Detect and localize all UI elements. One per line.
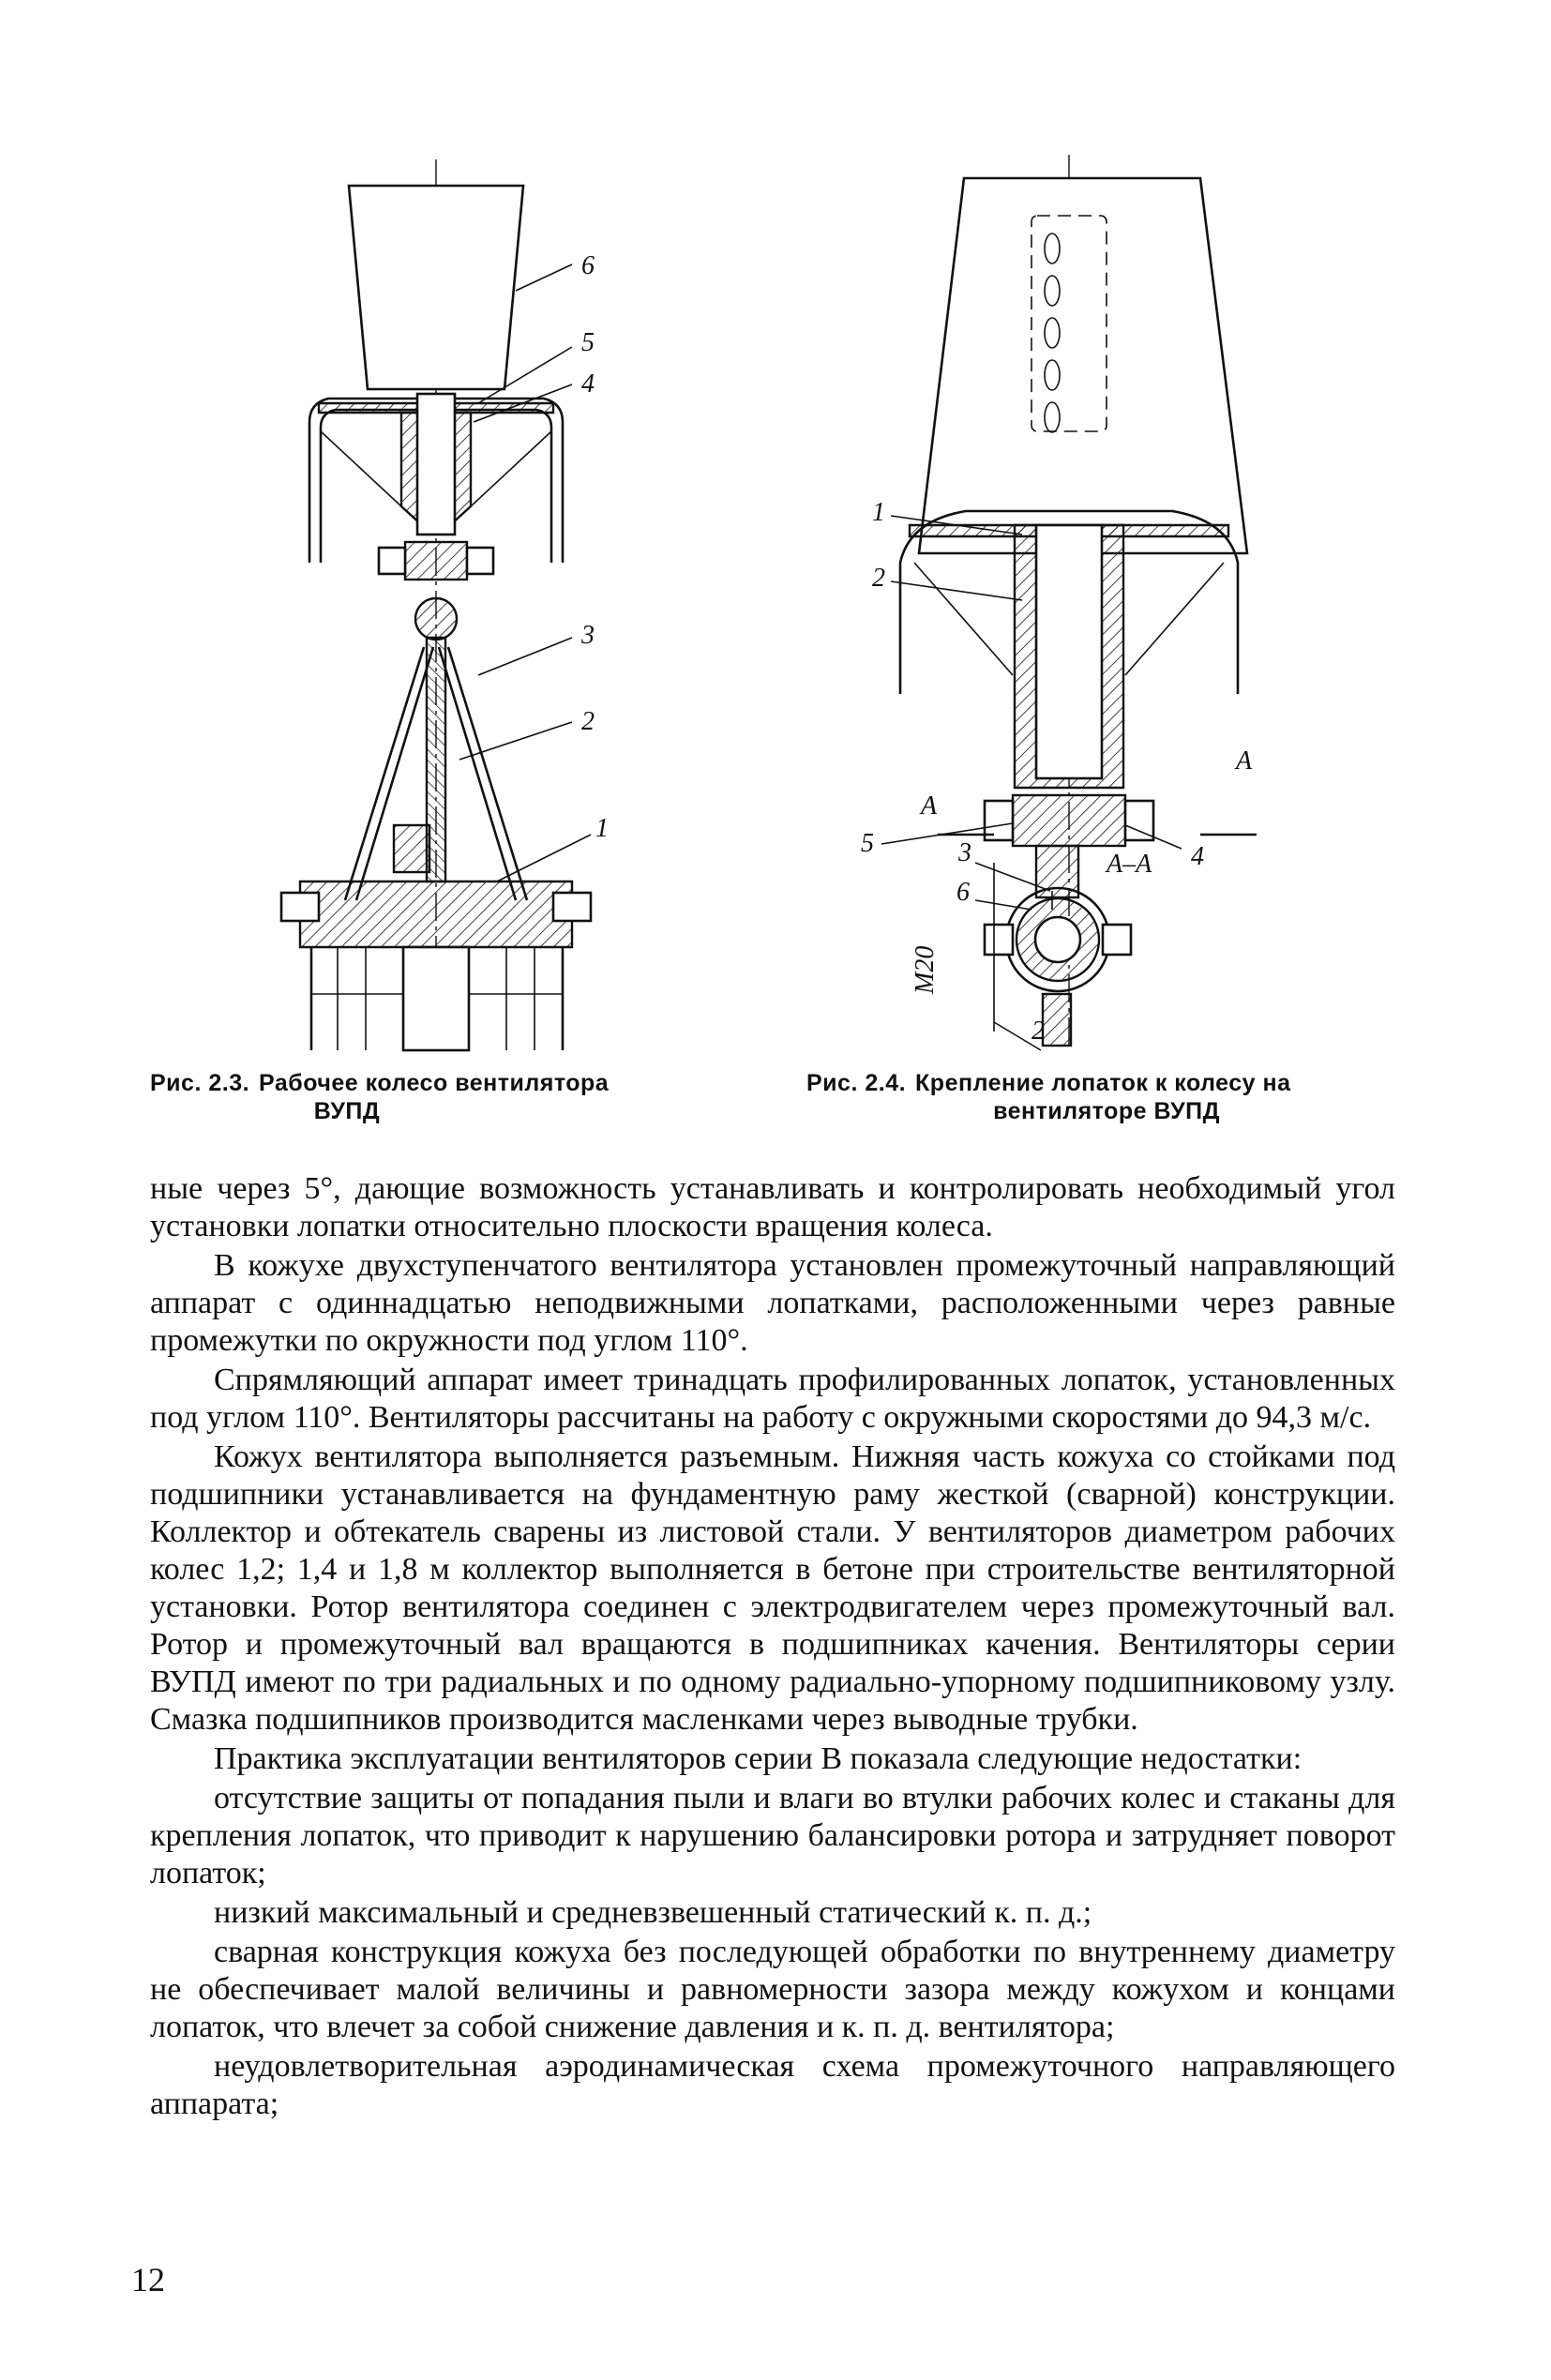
label-m20: M20 bbox=[911, 945, 940, 994]
label-4: 4 bbox=[1191, 842, 1204, 871]
paragraph: В кожухе двухступенчатого вентилятора установлен промежуточный направляющий аппарат с одиннадцатью неподвижными лопатками, расположенными через равные промежутки по окружности под углом 110°. bbox=[150, 1248, 1395, 1358]
label-2-dim: 2 bbox=[1031, 1017, 1045, 1046]
caption-label: Рис. 2.3. bbox=[150, 1070, 250, 1096]
caption-text-line1: Рабочее колесо вентилятора bbox=[259, 1070, 610, 1096]
paragraph: Кожух вентилятора выполняется разъемным. Нижняя часть кожуха со стойками под подшипники устанавливается на фундаментную раму жесткой (сварной) конструкции. Коллектор и обтекатель сварены из листовой стали. У вентиляторов диаметром рабочих колес 1,2; 1,4 и 1,8 м коллектор выполняется в бетоне при строительстве вентиляторной установки. Ротор вентилятора соединен с электродвигателем через промежуточный вал. Ротор и промежуточный вал вращаются в подшипниках качения. Вентиляторы серии ВУПД имеют по три радиальных и по одному радиально-упорному подшипниковому узлу. Смазка подшипников производится масленками через выводные трубки. bbox=[150, 1439, 1395, 1737]
label-5: 5 bbox=[861, 829, 874, 858]
label-1: 1 bbox=[595, 814, 609, 843]
caption-text-line2: вентиляторе ВУПД bbox=[993, 1098, 1220, 1124]
paragraph: отсутствие защиты от попадания пыли и влаги во втулки рабочих колес и стаканы для крепления лопаток, что приводит к нарушению балансировки ротора и затрудняет поворот лопаток; bbox=[150, 1781, 1395, 1890]
label-5: 5 bbox=[581, 328, 595, 357]
figure-impeller bbox=[263, 150, 610, 1050]
label-3: 3 bbox=[958, 838, 971, 867]
label-3: 3 bbox=[581, 621, 595, 650]
paragraph: ные через 5°, дающие возможность устанавливать и контролировать необходимый угол установки лопатки относительно плоскости вращения колеса. bbox=[150, 1171, 1395, 1243]
label-6: 6 bbox=[581, 251, 595, 280]
blade-mount-drawing bbox=[844, 150, 1294, 1050]
caption-text-line2: ВУПД bbox=[313, 1098, 381, 1124]
paragraph: Спрямляющий аппарат имеет тринадцать профилированных лопаток, установленных под углом 110°. Вентиляторы рассчитаны на работу с окружными скоростями до 94,3 м/с. bbox=[150, 1363, 1395, 1435]
label-section-aa: A–A bbox=[1107, 850, 1152, 879]
label-2: 2 bbox=[581, 707, 595, 736]
paragraph: неудовлетворительная аэродинамическая схема промежуточного направляющего аппарата; bbox=[150, 2049, 1395, 2121]
label-6: 6 bbox=[956, 878, 970, 907]
label-2: 2 bbox=[872, 564, 885, 593]
label-a-left: A bbox=[921, 791, 938, 821]
label-4: 4 bbox=[581, 369, 595, 399]
page-number: 12 bbox=[131, 2261, 165, 2298]
impeller-drawing bbox=[263, 150, 610, 1050]
caption-label: Рис. 2.4. bbox=[806, 1070, 907, 1096]
caption-fig-2-4 bbox=[806, 1069, 1407, 1125]
body-text bbox=[150, 1170, 1395, 2125]
figure-blade-mount bbox=[844, 150, 1294, 1050]
label-a-right: A bbox=[1236, 746, 1253, 776]
caption-fig-2-3 bbox=[150, 1069, 769, 1125]
label-1: 1 bbox=[872, 498, 885, 527]
caption-text-line1: Крепление лопаток к колесу на bbox=[915, 1070, 1291, 1096]
paragraph: низкий максимальный и средневзвешенный статический к. п. д.; bbox=[214, 1895, 1092, 1930]
blade-shape bbox=[349, 186, 523, 389]
paragraph: сварная конструкция кожуха без последующей обработки по внутреннему диаметру не обеспечивает малой величины и равномерности зазора между кожухом и концами лопаток, что влечет за собой снижение давления и к. п. д. вентилятора; bbox=[150, 1935, 1395, 2044]
paragraph: Практика эксплуатации вентиляторов серии В показала следующие недостатки: bbox=[214, 1741, 1303, 1776]
